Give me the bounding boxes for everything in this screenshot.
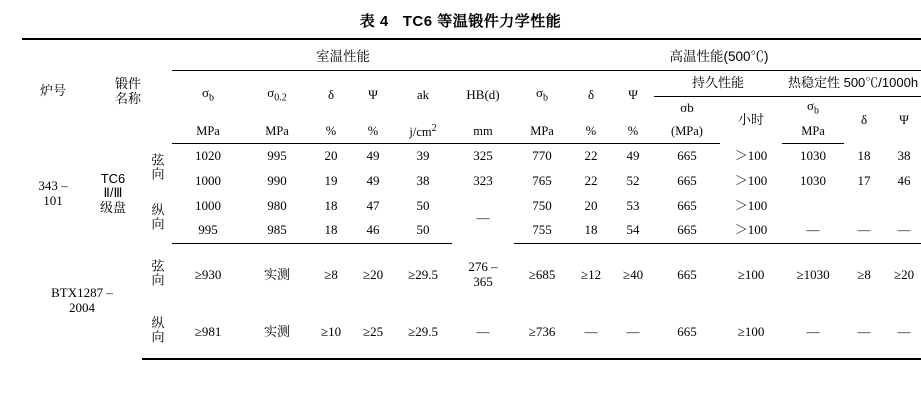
cell-direction-chord-2: 弦向 — [149, 259, 165, 288]
cell-b1r3-c3: 18 — [324, 197, 338, 213]
cell-b1r4-c9: 54 — [612, 219, 654, 244]
cell-b1r4-c12: — — [782, 219, 844, 244]
unit-thermal-sigma-b: MPa — [782, 119, 844, 144]
unit-high-sigma-b: MPa — [514, 119, 570, 144]
cell-b1r2-c4: 49 — [366, 172, 380, 188]
cell-b1r1-c5: 39 — [416, 147, 430, 163]
cell-b1r1-c10: 665 — [677, 147, 697, 163]
cell-b1r3-c13 — [844, 194, 884, 219]
header-group-row — [22, 39, 921, 71]
cell-b1r3-c10: 665 — [677, 197, 697, 213]
cell-b2r1-c2: 实测 — [264, 266, 291, 282]
header-durable-sigma-b: σb — [680, 99, 694, 115]
header-high-delta: δ — [587, 86, 595, 102]
cell-b1r3-c6: — — [476, 210, 490, 226]
cell-direction-chord-1: 弦向 — [149, 152, 165, 181]
unit-high-delta: % — [570, 119, 612, 144]
header-room-sigma-02: $\sigma_{0.2}$ — [267, 85, 287, 104]
cell-b1r1-c2: 995 — [267, 147, 287, 163]
cell-b2r1-c13: ≥8 — [857, 266, 871, 282]
header-group-high-temp: 高温性能(500℃) — [514, 39, 921, 71]
cell-b2r1-c11: ≥100 — [737, 266, 765, 282]
unit-room-delta: % — [310, 119, 352, 144]
cell-furnace-1: 343 – 101 — [38, 177, 68, 208]
cell-b2r1-c12: ≥1030 — [796, 266, 830, 282]
unit-high-psi: % — [612, 119, 654, 144]
cell-b1r3-c1: 1000 — [195, 197, 222, 213]
cell-b1r1-c7: 770 — [532, 147, 552, 163]
unit-room-hb: mm — [452, 119, 514, 144]
cell-b2r2-c10: 665 — [654, 307, 720, 359]
header-room-psi: Ψ — [368, 86, 378, 102]
header-durable-hours: 小时 — [738, 111, 765, 127]
unit-room-ak: $j/cm^2$ — [394, 119, 452, 144]
cell-b1r2-c9: 52 — [626, 172, 640, 188]
table-row — [22, 244, 921, 307]
cell-b1r2-c8: 22 — [584, 172, 598, 188]
cell-b2r1-c1: ≥930 — [194, 266, 222, 282]
cell-b1r4-c8: 18 — [570, 219, 612, 244]
cell-b1r1-c8: 22 — [584, 147, 598, 163]
caption-number: 表 4 — [359, 13, 389, 30]
cell-b1r1-c9: 49 — [626, 147, 640, 163]
cell-b1r2-c12: 1030 — [800, 172, 827, 188]
header-room-sigma-b: $\sigma_b$ — [202, 85, 215, 104]
cell-b1r1-c13: 18 — [857, 147, 871, 163]
cell-b2r2-c4: ≥25 — [352, 307, 394, 359]
cell-b2r2-c14: — — [884, 307, 921, 359]
cell-b1r1-c12: 1030 — [800, 147, 827, 163]
header-group-thermal: 热稳定性 500℃/1000h — [782, 71, 921, 97]
header-thermal-delta: δ — [860, 111, 868, 127]
mechanical-properties-table — [22, 38, 921, 360]
cell-b1r1-c6: 325 — [473, 147, 493, 163]
cell-b1r4-c2: 985 — [244, 219, 310, 244]
header-thermal-psi: Ψ — [899, 111, 909, 127]
cell-b1r4-c4: 46 — [352, 219, 394, 244]
cell-b2r1-c10: 665 — [677, 266, 697, 282]
cell-b1r3-c2: 980 — [267, 197, 287, 213]
cell-direction-longi-2: 纵向 — [142, 307, 172, 359]
cell-b1r2-c2: 990 — [267, 172, 287, 188]
header-partname: 锻件 名称 — [84, 39, 172, 144]
cell-b1r4-c3: 18 — [310, 219, 352, 244]
unit-room-sigma-b: MPa — [172, 119, 244, 144]
cell-b1r2-c1: 1000 — [195, 172, 222, 188]
cell-b2r1-c5: ≥29.5 — [408, 266, 438, 282]
cell-b2r2-c12: — — [782, 307, 844, 359]
unit-room-psi: % — [352, 119, 394, 144]
cell-furnace-2: BTX1287 – 2004 — [51, 285, 113, 315]
cell-b1r1-c3: 20 — [324, 147, 338, 163]
unit-room-sigma-02: MPa — [244, 119, 310, 144]
cell-b1r3-c9: 53 — [626, 197, 640, 213]
table-row — [22, 194, 921, 219]
cell-direction-longi-1: 纵向 — [149, 202, 165, 231]
cell-b2r2-c5: ≥29.5 — [394, 307, 452, 359]
header-thermal-sigma-b: $\sigma_b$ — [807, 98, 820, 117]
header-group-room-temp: 室温性能 — [172, 39, 514, 71]
table-row — [22, 144, 921, 169]
cell-b1r1-c14: 38 — [897, 147, 911, 163]
header-room-hb: HB(d) — [466, 86, 500, 102]
cell-b1r1-c1: 1020 — [195, 147, 222, 163]
cell-b1r2-c11: ＞100 — [734, 172, 768, 188]
cell-b2r2-c1: ≥981 — [172, 307, 244, 359]
cell-b2r1-c8: ≥12 — [580, 266, 602, 282]
cell-partname-1: TC6 Ⅱ/Ⅲ 级盘 — [99, 170, 126, 215]
cell-b2r1-c7: ≥685 — [528, 266, 556, 282]
cell-b1r2-c14: 46 — [897, 172, 911, 188]
caption-title: TC6 等温锻件力学性能 — [402, 13, 562, 30]
cell-b1r4-c11: ＞100 — [720, 219, 782, 244]
header-group-durable: 持久性能 — [654, 71, 782, 97]
cell-b1r2-c6: 323 — [473, 172, 493, 188]
header-room-delta: δ — [327, 86, 335, 102]
header-high-psi: Ψ — [628, 86, 638, 102]
cell-b1r3-c14 — [884, 194, 921, 219]
cell-b2r1-c6: 276 – 365 — [468, 259, 498, 289]
cell-b1r3-c4: 47 — [366, 197, 380, 213]
cell-b2r2-c6: — — [452, 307, 514, 359]
cell-b2r1-c14: ≥20 — [893, 266, 915, 282]
header-room-ak: ak — [416, 86, 430, 102]
cell-b1r3-c7: 750 — [532, 197, 552, 213]
cell-b1r3-c5: 50 — [416, 197, 430, 213]
cell-b2r2-c3: ≥10 — [310, 307, 352, 359]
cell-b2r1-c4: ≥20 — [362, 266, 384, 282]
cell-b1r4-c5: 50 — [394, 219, 452, 244]
cell-b2r1-c9: ≥40 — [622, 266, 644, 282]
unit-durable-sigma-b: (MPa) — [654, 119, 720, 144]
cell-b2r2-c7: ≥736 — [514, 307, 570, 359]
cell-b1r3-c8: 20 — [584, 197, 598, 213]
cell-b1r4-c10: 665 — [654, 219, 720, 244]
cell-b1r2-c3: 19 — [324, 172, 338, 188]
cell-b1r2-c5: 38 — [416, 172, 430, 188]
cell-b1r4-c14: — — [884, 219, 921, 244]
cell-b1r3-c11: ＞100 — [734, 197, 768, 213]
cell-b1r2-c13: 17 — [857, 172, 871, 188]
cell-b1r4-c7: 755 — [514, 219, 570, 244]
header-high-sigma-b: $\sigma_b$ — [536, 85, 549, 104]
cell-b2r2-c13: — — [844, 307, 884, 359]
cell-b2r2-c11: ≥100 — [720, 307, 782, 359]
header-furnace: 炉号 — [22, 39, 84, 144]
cell-b1r1-c11: ＞100 — [734, 147, 768, 163]
cell-b1r1-c4: 49 — [366, 147, 380, 163]
cell-b1r4-c13: — — [844, 219, 884, 244]
cell-b2r1-c3: ≥8 — [324, 266, 338, 282]
cell-b1r4-c1: 995 — [172, 219, 244, 244]
cell-b1r3-c12 — [782, 194, 844, 219]
cell-b1r2-c7: 765 — [532, 172, 552, 188]
cell-b2r2-c2: 实测 — [244, 307, 310, 359]
cell-b2r2-c9: — — [612, 307, 654, 359]
cell-b1r2-c10: 665 — [677, 172, 697, 188]
table-caption — [22, 10, 899, 31]
cell-b2r2-c8: — — [570, 307, 612, 359]
table-row — [22, 307, 921, 359]
